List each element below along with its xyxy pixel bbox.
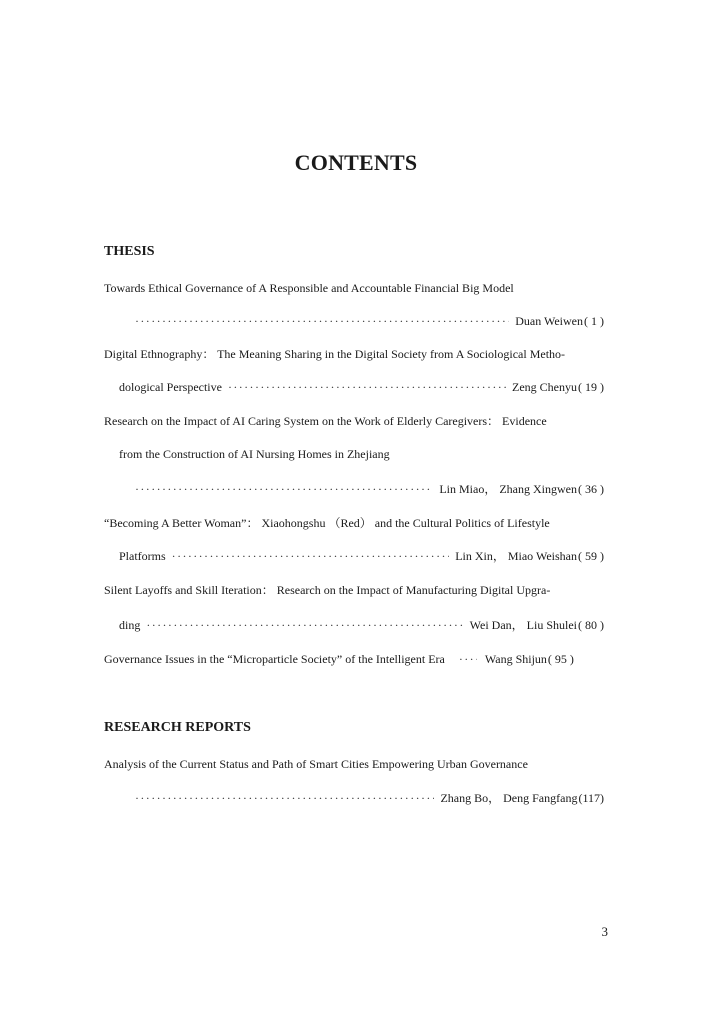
toc-entry-title: Towards Ethical Governance of A Responsible and Accountable Financial Big Model	[104, 281, 514, 295]
dot-leader	[459, 651, 477, 667]
toc-entry-byline	[135, 481, 604, 497]
toc-entry-title: Silent Layoffs and Skill Iteration： Research on the Impact of Manufacturing Digital Upgra-	[104, 583, 551, 597]
toc-entry-page: ( 36 )	[578, 482, 604, 496]
toc-entry-authors: Wei Dan， Liu Shulei	[469, 618, 577, 632]
toc-entry-page: (117)	[578, 791, 604, 805]
toc-entry-byline	[104, 651, 604, 667]
dot-leader	[135, 790, 434, 806]
contents-title: CONTENTS	[294, 150, 418, 175]
toc-entry-byline	[119, 548, 604, 564]
section-heading-thesis: THESIS	[104, 244, 155, 259]
dot-leader	[135, 313, 509, 329]
toc-entry-authors: Zeng Chenyu	[512, 380, 577, 394]
toc-entry-title: Governance Issues in the “Microparticle Society” of the Intelligent Era	[104, 652, 445, 666]
toc-entry-title: “Becoming A Better Woman”： Xiaohongshu （Red） and the Cultural Politics of Lifestyle	[104, 516, 550, 530]
toc-entry-authors: Lin Xin， Miao Weishan	[455, 549, 577, 563]
toc-entry-page: ( 80 )	[578, 618, 604, 632]
toc-entry-authors: Duan Weiwen	[515, 314, 583, 328]
toc-entry-byline	[135, 790, 604, 806]
toc-entry-page: ( 19 )	[578, 380, 604, 394]
toc-entry-title-continued: Platforms	[119, 549, 166, 563]
toc-entry-byline	[119, 379, 604, 395]
toc-entry-authors: Wang Shijun	[484, 652, 547, 666]
toc-entry-byline	[135, 313, 604, 329]
toc-entry-authors: Zhang Bo， Deng Fangfang	[440, 791, 578, 805]
toc-entry-title-continued: dological Perspective	[119, 380, 222, 394]
section-heading-research-reports: RESEARCH REPORTS	[104, 720, 251, 735]
page-number: 3	[601, 924, 608, 939]
toc-entry-title: Research on the Impact of AI Caring System on the Work of Elderly Caregivers： Evidence	[104, 414, 547, 428]
dot-leader	[135, 481, 433, 497]
toc-entry-title-continued: ding	[119, 618, 141, 632]
toc-entry-page: ( 95 )	[547, 652, 574, 666]
toc-entry-byline	[119, 617, 604, 633]
toc-entry-page: ( 59 )	[578, 549, 604, 563]
dot-leader	[172, 548, 450, 564]
toc-entry-authors: Lin Miao， Zhang Xingwen	[439, 482, 577, 496]
toc-entry-title-continued: from the Construction of AI Nursing Homes in Zhejiang	[119, 447, 390, 461]
dot-leader	[228, 379, 506, 395]
toc-entry-title: Digital Ethnography： The Meaning Sharing in the Digital Society from A Sociological Metho-	[104, 347, 566, 361]
dot-leader	[146, 617, 463, 633]
toc-entry-title: Analysis of the Current Status and Path of Smart Cities Empowering Urban Governance	[104, 757, 528, 771]
toc-entry-page: ( 1 )	[584, 314, 604, 328]
